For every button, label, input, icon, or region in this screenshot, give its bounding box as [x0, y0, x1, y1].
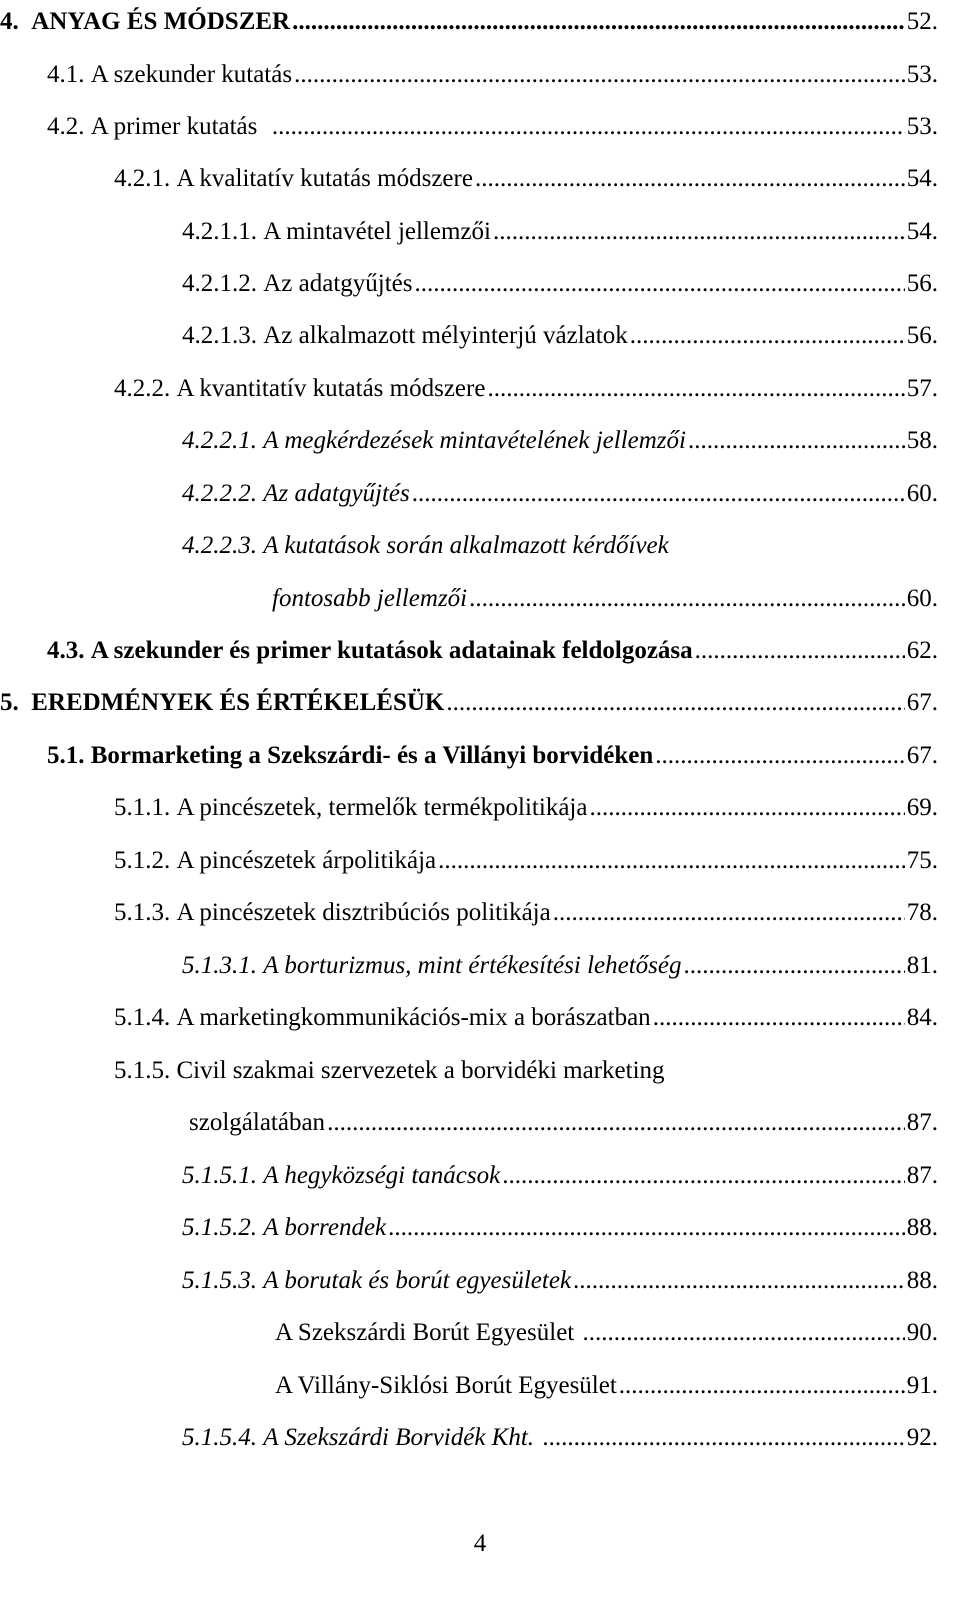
toc-entry-number: 5.1.2. [114, 847, 171, 874]
toc-entry-number: 4.2.1.1. [182, 218, 257, 245]
toc-entry-5-1-1 [114, 788, 938, 828]
toc-entry-page: 75. [906, 847, 938, 874]
toc-entry-title: A primer kutatás [90, 113, 258, 140]
toc-entry-page: 60. [906, 480, 938, 507]
toc-entry-title: szolgálatában [189, 1109, 326, 1136]
toc-entry-title: A Villány-Siklósi Borút Egyesület [275, 1372, 617, 1399]
toc-entry-number: 5.1. [47, 742, 85, 769]
toc-entry-page: 91. [906, 1372, 938, 1399]
toc-entry-4-2-2 [114, 369, 938, 409]
toc-entry-title: A szekunder kutatás [90, 61, 293, 88]
toc-entry-5-1-2 [114, 841, 938, 881]
toc-leader-dots [415, 264, 905, 304]
toc-leader-dots [630, 316, 905, 356]
toc-entry-title: A szekunder és primer kutatások adatainak feldolgozása [90, 637, 693, 664]
toc-entry-page: 56. [906, 270, 938, 297]
toc-entry-page: 87. [906, 1109, 938, 1136]
toc-entry-page: 58. [906, 427, 938, 454]
toc-entry-number: 4.3. [47, 637, 85, 664]
toc-entry-5-1-3 [114, 893, 938, 933]
toc-entry-number: 4.2.1.2. [182, 270, 257, 297]
toc-entry-page: 52. [906, 8, 938, 35]
toc-entry-page: 57. [906, 375, 938, 402]
toc-entry-page: 90. [906, 1319, 938, 1346]
toc-entry-title: A borrendek [263, 1214, 387, 1241]
toc-entry-page: 69. [906, 794, 938, 821]
toc-entry-number: 5.1.3. [114, 899, 171, 926]
toc-entry-5-1-5-3 [182, 1261, 938, 1301]
toc-entry-number: 5.1.4. [114, 1004, 171, 1031]
toc-entry-4-2-1-3 [182, 316, 938, 356]
toc-entry-4-2 [47, 107, 938, 147]
toc-leader-dots [502, 1156, 905, 1196]
toc-entry-title: fontosabb jellemzői [272, 585, 468, 612]
toc-entry-title: Az alkalmazott mélyinterjú vázlatok [263, 322, 628, 349]
toc-leader-dots [487, 369, 904, 409]
toc-leader-dots [695, 631, 905, 671]
toc-entry-number: 5.1.1. [114, 794, 171, 821]
toc-entry-number: 4.2.1. [114, 165, 171, 192]
toc-entry-title: A Szekszárdi Borvidék Kht. [263, 1424, 535, 1451]
toc-entry-page: 67. [906, 689, 938, 716]
toc-entry-page: 56. [906, 322, 938, 349]
toc-entry-page: 92. [906, 1424, 938, 1451]
toc-entry-title: Bormarketing a Szekszárdi- és a Villányi borvidéken [90, 742, 654, 769]
toc-leader-dots [542, 1418, 904, 1458]
toc-leader-dots [446, 683, 904, 723]
toc-leader-dots [412, 474, 905, 514]
toc-entry-title: A borturizmus, mint értékesítési lehetőség [263, 952, 682, 979]
toc-entry-number: 4.1. [47, 61, 85, 88]
toc-entry-title: A borutak és borút egyesületek [263, 1267, 572, 1294]
toc-entry-szekszardi-borut [275, 1313, 938, 1353]
toc-entry-number: 5.1.5.1. [182, 1162, 257, 1189]
toc-leader-dots [653, 998, 905, 1038]
toc-entry-villany-siklosi-borut [275, 1366, 938, 1406]
toc-entry-title: A kvalitatív kutatás módszere [176, 165, 473, 192]
toc-entry-title: A Szekszárdi Borút Egyesület [275, 1319, 575, 1346]
toc-entry-page: 87. [906, 1162, 938, 1189]
toc-entry-number: 5.1.5. [114, 1057, 171, 1084]
toc-entry-number: 4.2.1.3. [182, 322, 257, 349]
toc-entry-5-1 [47, 736, 938, 776]
toc-entry-page: 60. [906, 585, 938, 612]
toc-leader-dots [438, 841, 905, 881]
toc-leader-dots [292, 2, 905, 42]
toc-entry-number: 4.2.2.3. [182, 532, 257, 559]
toc-entry-5-1-5 [114, 1051, 665, 1091]
toc-entry-page: 88. [906, 1214, 938, 1241]
toc-entry-number: 5.1.5.3. [182, 1267, 257, 1294]
toc-entry-5-1-3-1 [182, 946, 938, 986]
toc-entry-5-1-5-4 [182, 1418, 938, 1458]
toc-entry-title: A hegyközségi tanácsok [263, 1162, 501, 1189]
toc-entry-number: 4. [0, 8, 19, 35]
toc-entry-4-2-2-2 [182, 474, 938, 514]
toc-leader-dots [493, 212, 905, 252]
toc-entry-title: A mintavétel jellemzői [263, 218, 491, 245]
toc-entry-number: 5.1.5.4. [182, 1424, 257, 1451]
toc-entry-page: 84. [906, 1004, 938, 1031]
toc-entry-4-2-2-1 [182, 421, 938, 461]
toc-entry-page: 53. [906, 113, 938, 140]
toc-entry-4 [0, 2, 938, 42]
toc-entry-title: A kvantitatív kutatás módszere [176, 375, 486, 402]
page-number: 4 [473, 1530, 487, 1557]
toc-leader-dots [573, 1261, 905, 1301]
toc-entry-4-2-1-1 [182, 212, 938, 252]
toc-entry-title: Civil szakmai szervezetek a borvidéki marketing [176, 1057, 665, 1084]
toc-entry-page: 53. [906, 61, 938, 88]
toc-entry-title: A marketingkommunikációs-mix a borászatban [176, 1004, 651, 1031]
toc-entry-4-2-2-3 [182, 526, 669, 566]
toc-entry-4-2-1 [114, 159, 938, 199]
toc-leader-dots [583, 1313, 905, 1353]
toc-leader-dots [589, 788, 904, 828]
toc-entry-page: 67. [906, 742, 938, 769]
toc-entry-title: A pincészetek árpolitikája [176, 847, 437, 874]
toc-entry-title: A megkérdezések mintavételének jellemzői [263, 427, 686, 454]
toc-leader-dots [294, 55, 905, 95]
toc-leader-dots [553, 893, 905, 933]
toc-entry-title: Az adatgyűjtés [263, 270, 413, 297]
toc-entry-5-1-5-2 [182, 1208, 938, 1248]
toc-entry-page: 54. [906, 218, 938, 245]
toc-entry-page: 88. [906, 1267, 938, 1294]
toc-entry-number: 4.2.2. [114, 375, 171, 402]
toc-entry-page: 81. [906, 952, 938, 979]
toc-entry-number: 5.1.5.2. [182, 1214, 257, 1241]
toc-leader-dots [388, 1208, 905, 1248]
toc-leader-dots [655, 736, 905, 776]
toc-leader-dots [469, 579, 905, 619]
toc-entry-title: ANYAG ÉS MÓDSZER [31, 8, 291, 35]
toc-entry-number: 5. [0, 689, 19, 716]
toc-entry-title: Az adatgyűjtés [263, 480, 410, 507]
toc-entry-number: 4.2. [47, 113, 85, 140]
toc-entry-title: A pincészetek, termelők termékpolitikája [176, 794, 588, 821]
toc-leader-dots [619, 1366, 905, 1406]
toc-leader-dots [272, 107, 905, 147]
toc-entry-number: 4.2.2.1. [182, 427, 257, 454]
toc-entry-4-3 [47, 631, 938, 671]
toc-entry-page: 54. [906, 165, 938, 192]
toc-entry-4-2-2-3-cont [272, 579, 938, 619]
toc-entry-5-1-5-1 [182, 1156, 938, 1196]
toc-leader-dots [684, 946, 905, 986]
toc-entry-4-2-1-2 [182, 264, 938, 304]
toc-entry-page: 62. [906, 637, 938, 664]
toc-entry-page: 78. [906, 899, 938, 926]
toc-entry-5-1-4 [114, 998, 938, 1038]
toc-entry-title: A pincészetek disztribúciós politikája [176, 899, 551, 926]
toc-entry-5 [0, 683, 938, 723]
toc-entry-title: A kutatások során alkalmazott kérdőívek [263, 532, 669, 559]
toc-entry-number: 5.1.3.1. [182, 952, 257, 979]
toc-entry-number: 4.2.2.2. [182, 480, 257, 507]
toc-leader-dots [475, 159, 905, 199]
toc-leader-dots [688, 421, 905, 461]
toc-leader-dots [327, 1103, 905, 1143]
toc-entry-5-1-5-cont [189, 1103, 938, 1143]
toc-entry-4-1 [47, 55, 938, 95]
toc-entry-title: EREDMÉNYEK ÉS ÉRTÉKELÉSÜK [31, 689, 445, 716]
